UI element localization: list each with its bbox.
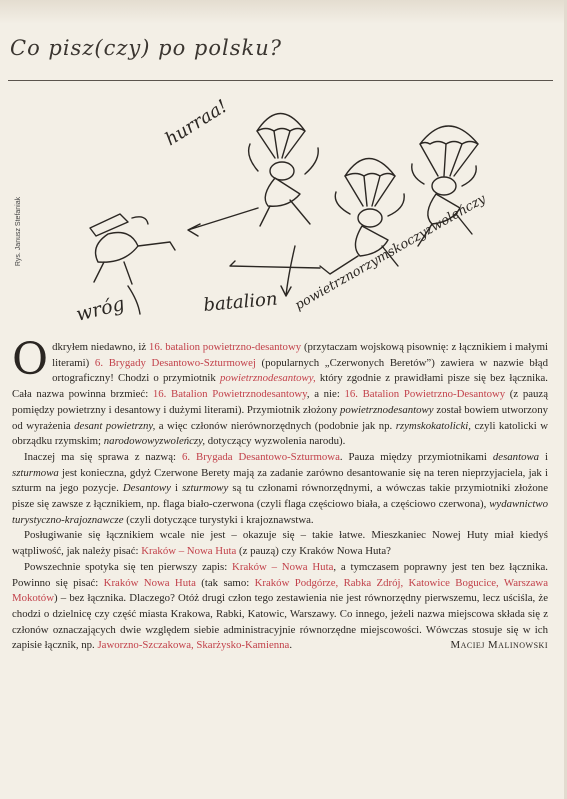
text-run: 16. Batalion Powietrzno-Desantowy [344,388,506,401]
text-run: desantowa [492,450,540,463]
text-run: rzymskokatolicki, [395,419,471,432]
text-run: i [539,450,549,463]
text-run: 16. Batalion Powietrznodesantowy [152,388,307,401]
text-run: Jaworzno-Szczakowa, Skarżysko-Kamienna [97,639,290,652]
text-run: , a tymczasem poprawny jest ten bez łącznika. Powinno się pisać: [12,560,548,589]
text-run: Desantowy [122,482,171,495]
parachute-2 [345,159,395,207]
text-run: Inaczej ma się sprawa z nazwą: [24,450,182,463]
page-title: Co pisz(czy) po polsku? [10,36,282,60]
label-cheer: hurraa! [161,96,232,151]
parachute-1 [257,114,305,159]
text-run: (z pauzą) czy Kraków Nowa Huta? [236,545,391,558]
enemy-soldier [90,214,175,284]
text-run: (tak samo: [195,576,255,589]
article-body [12,334,549,654]
arrow-battalion-label [281,246,295,296]
text-run: został bowiem utworzony od wyrażenia [12,403,548,432]
text-run: powietrznodesantowy, [219,372,316,385]
text-run: Kraków Nowa Huta [103,576,196,589]
top-bleed [0,0,567,24]
text-run: desant powietrzny, [74,419,156,432]
text-run: (popularnych „Czerwonych Beretów”) zawiera w nazwie błąd ortograficzny! Chodzi o przymiotnik [52,356,548,385]
text-run: Posługiwanie się łącznikiem wcale nie jest – okazuje się – takie łatwe. Mieszkaniec Nowej Huty miał kiedyś wątpliwość, jak należy pisać: [12,529,548,558]
text-run: a więc członów nierównorzędnych (podobnie jak np. [155,419,396,432]
text-run: (z pauzą pomiędzy powietrzny i desantowy i dużymi literami). Przymiotnik złożony [12,388,549,416]
text-run: 6. Brygady Desantowo-Szturmowej [94,356,256,369]
text-run: dotyczący wyzwolenia narodu). [205,435,346,448]
text-run: (przytaczam wojskową pisownię: z łącznikiem i małymi literami) [52,341,548,369]
text-run: 6. Brygada Desantowo-Szturmowa [181,450,340,463]
paragraph-3 [12,528,548,559]
text-run: szturmowy [182,482,229,495]
text-run: powietrznodesantowy [339,403,434,416]
text-run: czyli katolicki w obrządku rzymskim; [12,419,548,448]
text-run: Powszechnie spotyka się ten pierwszy zapis: [24,560,233,573]
paragraph-1 [12,334,549,450]
text-run: narodowowyzwoleńczy, [103,435,206,448]
text-run: szturmowa [12,466,59,479]
text-run: dkryłem niedawno, iż [52,341,149,353]
text-run: ) – bez łącznika. Dlaczego? Otóż drugi człon tego zestawienia nie jest równorzędny pierwszemu, lecz uściśla, że chodzi o dzielnicę czy część miasta Krakowa, Rabki, Katowic, Warszawy. Co innego, jeżeli nazwa miejscowa składa się z członów oznaczających dwie względem siebie administracyjnie równorzędne miejscowości. Wówczas stosuje się w ich zapisie łącznik, np. [12,592,548,652]
text-run: , a nie: [306,388,345,401]
text-run: 16. batalion powietrzno-desantowy [148,341,302,353]
drop-cap: O [12,334,49,385]
label-enemy: wróg [73,292,127,326]
label-battalion: batalion [202,288,279,316]
text-run: i [170,482,183,495]
label-adjective: powietrznorzymskoczyzwoleńczy [292,191,489,314]
paragraph-2 [12,450,548,529]
text-run: . Pauza między przymiotnikami [339,450,493,463]
text-run: . [289,639,293,652]
text-run: wydawnictwo turystyczno-krajoznawcze [12,498,548,526]
text-run: który zgodnie z prawidłami pisze się bez łącznika. Cała nazwa powinna brzmieć: [12,372,548,401]
text-run: (czyli dotyczące turystyki i krajoznawstwa. [123,513,314,526]
text-run: jest konieczna, gdyż Czerwone Berety mają za zadanie zarówno desantowanie się na teren nieprzyjaciela, jak i szturm na jego pozycje. [12,466,548,495]
paragraph-4 [12,560,548,654]
text-run: Kraków – Nowa Huta [232,560,334,573]
illustration-credit: Rys. Janusz Stefaniak [15,196,23,267]
text-run: są tu członami równorzędnymi, a wówczas takie przymiotniki złożone pisze się zawsze z łącznikiem, np. flaga biało-czerwona (czyli flaga częściowo biała, a częściowo czerwona), [12,482,549,511]
paratrooper-soldiers [249,144,477,274]
author-name: Maciej Malinowski [450,639,548,652]
text-run: Kraków – Nowa Huta [141,545,237,558]
arrow-to-enemy [188,208,258,236]
parachute-3 [420,126,478,176]
arrow-enemy-label [128,286,140,314]
title-rule [8,80,553,81]
text-run: Kraków Podgórze, Rabka Zdrój, Katowice Bogucice, Warszawa Mokotów [12,576,549,605]
